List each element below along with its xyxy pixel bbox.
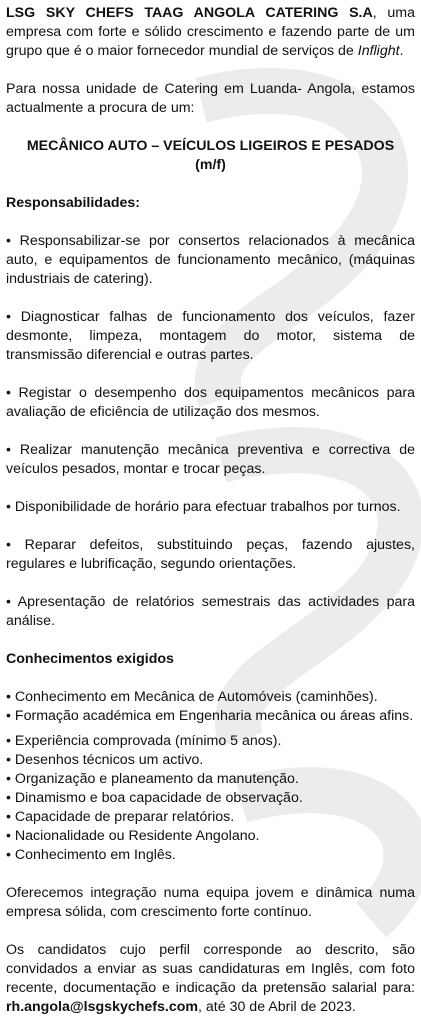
knowledge-item: • Organização e planeamento da manutenção. xyxy=(6,771,299,787)
knowledge-item: • Nacionalidade ou Residente Angolano. xyxy=(6,828,260,844)
responsibility-item: • Apresentação de relatórios semestrais das actividades para análise. xyxy=(6,594,415,629)
knowledge-item: • Conhecimento em Mecânica de Automóveis (caminhões). xyxy=(6,689,378,705)
responsibility-item: • Diagnosticar falhas de funcionamento dos veículos, fazer desmonte, limpeza, montagem do motor, sistema de transmissão diferencial e outras partes. xyxy=(6,309,415,363)
knowledge-item: • Capacidade de preparar relatórios. xyxy=(6,809,235,825)
responsibility-item: • Registar o desempenho dos equipamentos mecânicos para avaliação de eficiência de utilização dos mesmos. xyxy=(6,385,415,420)
intro-end: . xyxy=(399,43,404,59)
responsibility-item: • Realizar manutenção mecânica preventiva e correctiva de veículos pesados, montar e trocar peças. xyxy=(6,442,415,477)
responsibility-item: • Disponibilidade de horário para efectuar trabalhos por turnos. xyxy=(6,499,401,515)
knowledge-item: • Formação académica em Engenharia mecânica ou áreas afins. xyxy=(6,708,414,724)
contact-email[interactable]: rh.angola@lsgskychefs.com xyxy=(6,999,199,1015)
knowledge-item: • Experiência comprovada (mínimo 5 anos). xyxy=(6,733,282,749)
knowledge-list-a xyxy=(6,688,415,726)
inflight-term: Inflight xyxy=(357,43,400,59)
job-title: MECÂNICO AUTO – VEÍCULOS LIGEIROS E PESADOS xyxy=(26,138,395,154)
knowledge-item: • Dinamismo e boa capacidade de observação. xyxy=(6,790,303,806)
knowledge-item: • Desenhos técnicos um activo. xyxy=(6,752,204,768)
intro-paragraph xyxy=(6,4,415,61)
knowledge-list-b xyxy=(6,732,415,865)
location-paragraph: Para nossa unidade de Catering em Luanda- Angola, estamos actualmente a procura de um: xyxy=(6,81,415,116)
closing-text: Os candidatos cujo perfil corresponde ao descrito, são convidados a enviar as suas candidaturas em Inglês, com foto recente, documentação e indicação da pretensão salarial para: xyxy=(6,942,415,996)
responsibility-item: • Responsabilizar-se por consertos relacionados à mecânica auto, e equipamentos de funcionamento mecânico, (máquinas industriais de catering). xyxy=(6,233,415,287)
closing-paragraph xyxy=(6,941,415,1017)
intro-text: , uma empresa com forte e sólido crescimento e fazendo parte de um grupo que é o maior fornecedor mundial de serviços de xyxy=(6,5,415,59)
job-gender: (m/f) xyxy=(195,157,226,173)
responsibilities-heading: Responsabilidades: xyxy=(6,195,141,211)
offer-paragraph: Oferecemos integração numa equipa jovem e dinâmica numa empresa sólida, com crescimento forte contínuo. xyxy=(6,885,415,920)
knowledge-heading: Conhecimentos exigidos xyxy=(6,651,174,667)
knowledge-item: • Conhecimento em Inglês. xyxy=(6,847,176,863)
responsibility-item: • Reparar defeitos, substituindo peças, fazendo ajustes, regulares e lubrificação, segundo orientações. xyxy=(6,537,415,572)
deadline-text: , até 30 de Abril de 2023. xyxy=(198,999,356,1015)
company-name: LSG SKY CHEFS TAAG ANGOLA CATERING S.A xyxy=(6,5,373,21)
